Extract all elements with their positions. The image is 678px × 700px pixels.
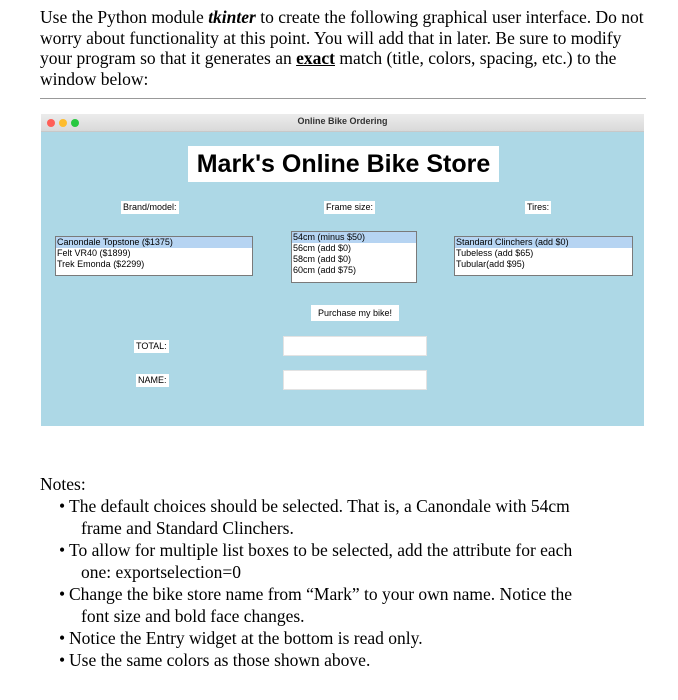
brand-option[interactable]: Felt VR40 ($1899) <box>57 248 131 258</box>
note-item <box>40 649 660 671</box>
note-item <box>40 495 660 539</box>
note-line-continued: frame and Standard Clinchers. <box>81 518 294 538</box>
frame-option[interactable]: 54cm (minus $50) <box>292 232 416 243</box>
note-line: To allow for multiple list boxes to be selected, add the attribute for each <box>69 540 573 560</box>
brand-label: Brand/model: <box>123 202 177 212</box>
note-line-continued: font size and bold face changes. <box>81 606 305 626</box>
note-line: Change the bike store name from “Mark” to your own name. Notice the <box>69 584 572 604</box>
note-item <box>40 539 660 583</box>
frame-listbox[interactable] <box>291 231 417 283</box>
frame-option[interactable]: 60cm (add $75) <box>293 265 357 275</box>
divider <box>40 98 646 99</box>
intro-text-3: match (title, colors, spacing, etc.) to the window below: <box>40 48 617 89</box>
note-item <box>40 627 660 649</box>
window-title: Online Bike Ordering <box>297 116 388 126</box>
notes-section <box>40 473 660 671</box>
notes-heading: Notes: <box>40 474 86 494</box>
note-line: Use the same colors as those shown above. <box>69 650 371 670</box>
tire-option[interactable]: Tubular(add $95) <box>456 259 525 269</box>
notes-list <box>40 495 660 671</box>
intro-text-2: to create the following graphical user interface. Do not worry about functionality at this point. You will add that in later. Be sure to modify your program so that it generates an <box>40 7 644 68</box>
window-titlebar <box>41 114 644 132</box>
frame-option[interactable]: 56cm (add $0) <box>293 243 352 253</box>
total-label: TOTAL: <box>136 341 167 351</box>
store-name-label: Mark's Online Bike Store <box>188 146 499 182</box>
note-line: Notice the Entry widget at the bottom is read only. <box>69 628 423 648</box>
note-line: The default choices should be selected. That is, a Canondale with 54cm <box>69 496 570 516</box>
intro-text-1: Use the Python module <box>40 7 209 27</box>
tire-option[interactable]: Tubeless (add $65) <box>456 248 534 258</box>
exact-emphasis: exact <box>296 48 335 68</box>
brand-listbox[interactable] <box>55 236 253 276</box>
tires-label: Tires: <box>527 202 550 212</box>
instructions-paragraph <box>40 7 650 89</box>
note-item <box>40 583 660 627</box>
brand-option[interactable]: Trek Emonda ($2299) <box>57 259 145 269</box>
tires-listbox[interactable] <box>454 236 633 276</box>
total-entry <box>283 336 427 356</box>
tire-option[interactable]: Standard Clinchers (add $0) <box>455 237 632 248</box>
name-label: NAME: <box>138 375 167 385</box>
module-name: tkinter <box>208 7 256 27</box>
frame-option[interactable]: 58cm (add $0) <box>293 254 352 264</box>
frame-label: Frame size: <box>326 202 374 212</box>
note-line-continued: one: exportselection=0 <box>81 562 242 582</box>
brand-option[interactable]: Canondale Topstone ($1375) <box>56 237 252 248</box>
purchase-button[interactable]: Purchase my bike! <box>311 305 399 321</box>
app-window <box>41 114 644 426</box>
name-entry[interactable] <box>283 370 427 390</box>
